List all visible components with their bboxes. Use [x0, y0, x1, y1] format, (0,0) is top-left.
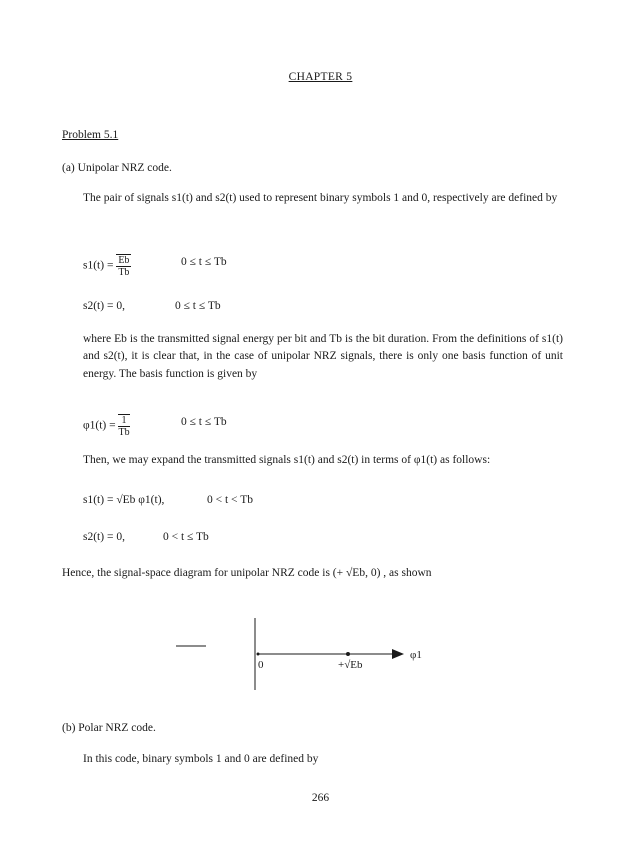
- equation-s2-lhs: s2(t) = 0,: [83, 300, 125, 312]
- equation-s1: [83, 254, 227, 278]
- paragraph-3: Then, we may expand the transmitted signals s1(t) and s2(t) in terms of φ1(t) as follows:: [83, 454, 491, 466]
- equation-phi-numerator: 1: [118, 414, 129, 427]
- signal-space-diagram: [0, 610, 641, 700]
- equation-s1-fraction: [116, 254, 131, 278]
- paragraph-4: Hence, the signal-space diagram for unipolar NRZ code is (+ √Eb, 0) , as shown: [62, 567, 432, 579]
- paragraph-1: The pair of signals s1(t) and s2(t) used to represent binary symbols 1 and 0, respectively are defined by: [83, 192, 558, 204]
- origin-label: 0: [258, 659, 264, 671]
- equation-s1-lhs: s1(t) =: [83, 259, 114, 272]
- equation-phi-fraction: [118, 414, 129, 438]
- equation-phi: [83, 414, 227, 438]
- equation-s2-range: 0 ≤ t ≤ Tb: [175, 300, 221, 312]
- equation-expansion-2-range: 0 < t ≤ Tb: [163, 531, 209, 543]
- equation-expansion-1: [83, 492, 253, 509]
- paragraph-2: where Eb is the transmitted signal energy per bit and Tb is the bit duration. From the definitions of s1(t) and s2(t), it is clear that, in the case of unipolar NRZ signals, there is only one basis function of unit energy. The basis function is given by: [83, 333, 563, 380]
- equation-s1-range: 0 ≤ t ≤ Tb: [181, 256, 227, 268]
- part-b-heading: (b) Polar NRZ code.: [62, 722, 156, 734]
- origin-point: [257, 653, 260, 656]
- equation-expansion-1-lhs: s1(t) = √Eb φ1(t),: [83, 494, 165, 506]
- paragraph-5: In this code, binary symbols 1 and 0 are defined by: [83, 753, 319, 765]
- equation-phi-range: 0 ≤ t ≤ Tb: [181, 416, 227, 428]
- equation-s1-numerator: Eb: [118, 255, 130, 266]
- equation-phi-lhs: φ1(t) =: [83, 419, 116, 432]
- equation-expansion-2: [83, 529, 209, 546]
- axis-arrowhead: [392, 649, 404, 659]
- chapter-title: CHAPTER 5: [288, 71, 353, 83]
- equation-s1-denominator: Tb: [118, 267, 130, 278]
- part-a-heading: (a) Unipolar NRZ code.: [62, 162, 172, 174]
- equation-s2: [83, 298, 221, 315]
- signal-point-label: +√Eb: [338, 659, 363, 671]
- problem-heading: Problem 5.1: [62, 129, 119, 141]
- equation-phi-denominator: Tb: [118, 427, 130, 438]
- equation-expansion-2-lhs: s2(t) = 0,: [83, 531, 125, 543]
- signal-point: [346, 652, 350, 656]
- equation-expansion-1-range: 0 < t < Tb: [207, 494, 253, 506]
- page-number: 266: [311, 792, 330, 804]
- basis-axis-label: φ1: [410, 649, 422, 661]
